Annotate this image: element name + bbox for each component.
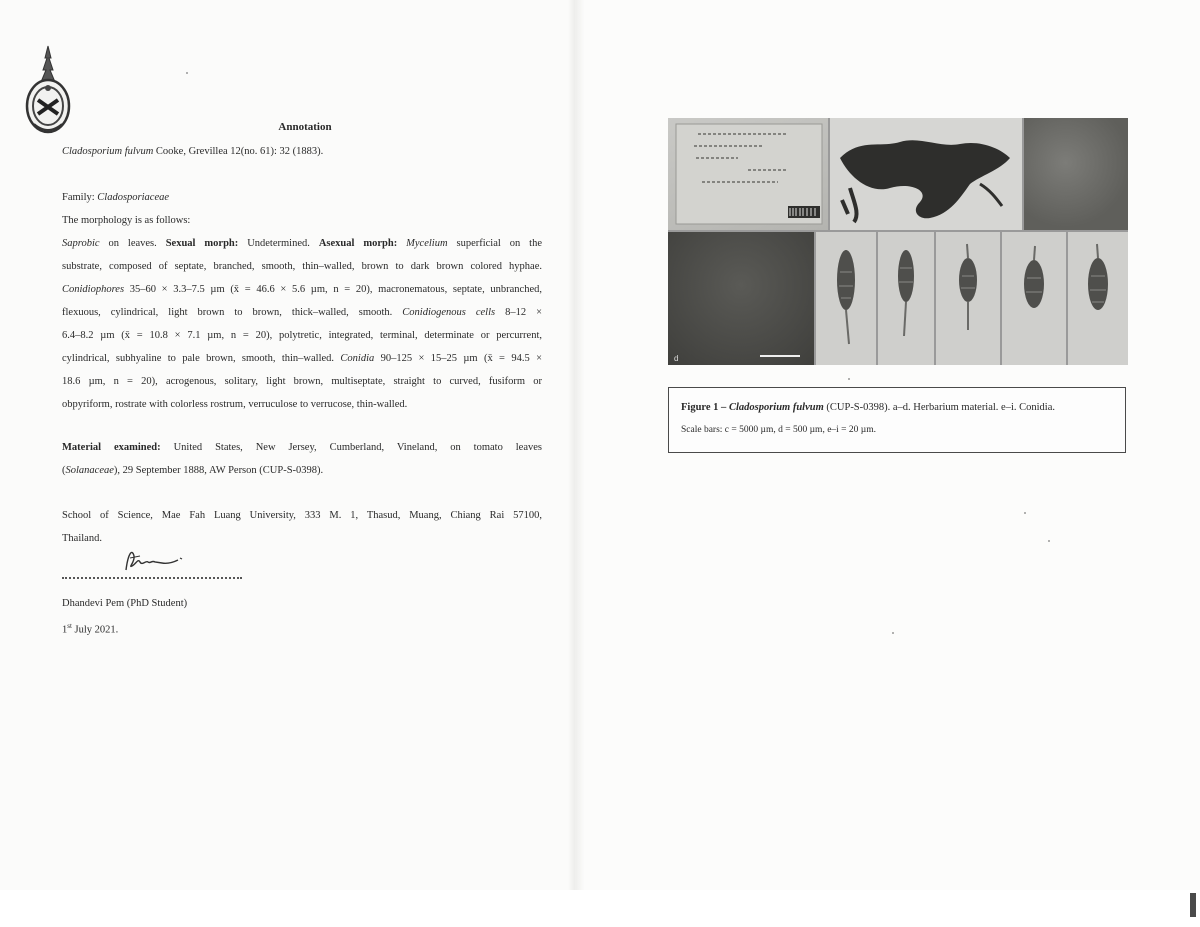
family-value: Cladosporiaceae [97,192,170,203]
date-rest: July 2021. [71,624,119,636]
university-emblem-icon [24,44,72,136]
scan-speck [186,72,188,74]
panel-letter-d: d [674,354,679,363]
panel-leaf-surface [1024,118,1128,230]
citation-reference: Cooke, Grevillea 12(no. 61): 32 (1883). [153,146,324,157]
caption-scale-bars: Scale bars: c = 5000 µm, d = 500 µm, e–i = 20 µm. [681,425,877,435]
citation [62,140,542,163]
panel-conidium-h [1002,232,1066,365]
morph-line: flexuous, cylindrical, light brown to brown, thick–walled, smooth. Conidiogenous cells 8–12 × [62,307,542,318]
panel-conidium-e [816,232,876,365]
morph-line: 18.6 µm, n = 20), acrogenous, solitary, light brown, multiseptate, straight to curved, fusiform or [62,376,542,387]
date-suffix: st [67,622,72,630]
morph-line: cylindrical, subhyaline to pale brown, smooth, thin–walled. Conidia 90–125 × 15–25 µm (x̄ = 94.5 × [62,353,542,364]
panel-conidium-g [936,232,1000,365]
panel-leaf-closeup [668,232,814,365]
herbarium-label-image [668,118,828,230]
conidium-image [936,232,1000,365]
material-line-last: (Solanaceae), 29 September 1888, AW Person (CUP-S-0398). [62,465,324,476]
family-label: Family: [62,192,98,203]
morphology-intro: The morphology is as follows: [62,215,191,226]
morph-line-last: obpyriform, rostrate with colorless rostrum, verruculose to verrucose, thin-walled. [62,399,408,410]
page-gutter [568,0,584,890]
panel-specimen [830,118,1022,230]
morph-line: Saprobic on leaves. Sexual morph: Undetermined. Asexual morph: Mycelium superficial on the [62,238,542,249]
conidium-image [878,232,934,365]
panel-herbarium-label [668,118,828,230]
scan-speck [1048,540,1050,542]
handwritten-signature [118,546,186,576]
scan-edge-mark [1190,893,1196,917]
signature-line [62,577,242,579]
scale-bar-d [760,355,800,357]
conidium-image [1002,232,1066,365]
morph-line: Conidiophores 35–60 × 3.3–7.5 µm (x̄ = 46.6 × 5.6 µm, n = 20), macronematous, septate, unbranched, [62,284,542,295]
panel-conidium-i [1068,232,1128,365]
morph-line: 6.4–8.2 µm (x̄ = 10.8 × 7.1 µm, n = 20), polytretic, integrated, terminal, determinate or percurrent, [62,330,542,341]
specimen-image [830,118,1022,230]
figure-caption [668,387,1126,453]
affiliation-country: Thailand. [62,533,102,544]
conidium-image [1068,232,1128,365]
material-examined [62,436,542,482]
date-day: 1 [62,624,68,636]
scan-margin [0,890,1200,927]
morphology-description [62,232,542,416]
scan-speck [892,632,894,634]
conidium-image [816,232,876,365]
scan-speck [1024,512,1026,514]
annotation-heading: Annotation [278,121,332,133]
figure-plate [668,118,1128,365]
citation-species: Cladosporium fulvum [62,146,154,157]
student-name: Dhandevi Pem (PhD Student) [62,598,188,609]
morph-line: substrate, composed of septate, branched, smooth, thin–walled, brown to dark brown colored hyphae. [62,261,542,272]
caption-title-line: Figure 1 – Cladosporium fulvum (CUP-S-0398). a–d. Herbarium material. e–i. Conidia. [681,402,1056,413]
affiliation-line: School of Science, Mae Fah Luang University, 333 M. 1, Thasud, Muang, Chiang Rai 57100, [62,510,542,521]
scan-speck [848,378,850,380]
affiliation [62,504,542,550]
material-line: Material examined: United States, New Jersey, Cumberland, Vineland, on tomato leaves [62,442,542,453]
signing-date [62,615,187,638]
signatory-block [62,592,187,638]
family-line [62,186,542,232]
panel-conidium-f [878,232,934,365]
